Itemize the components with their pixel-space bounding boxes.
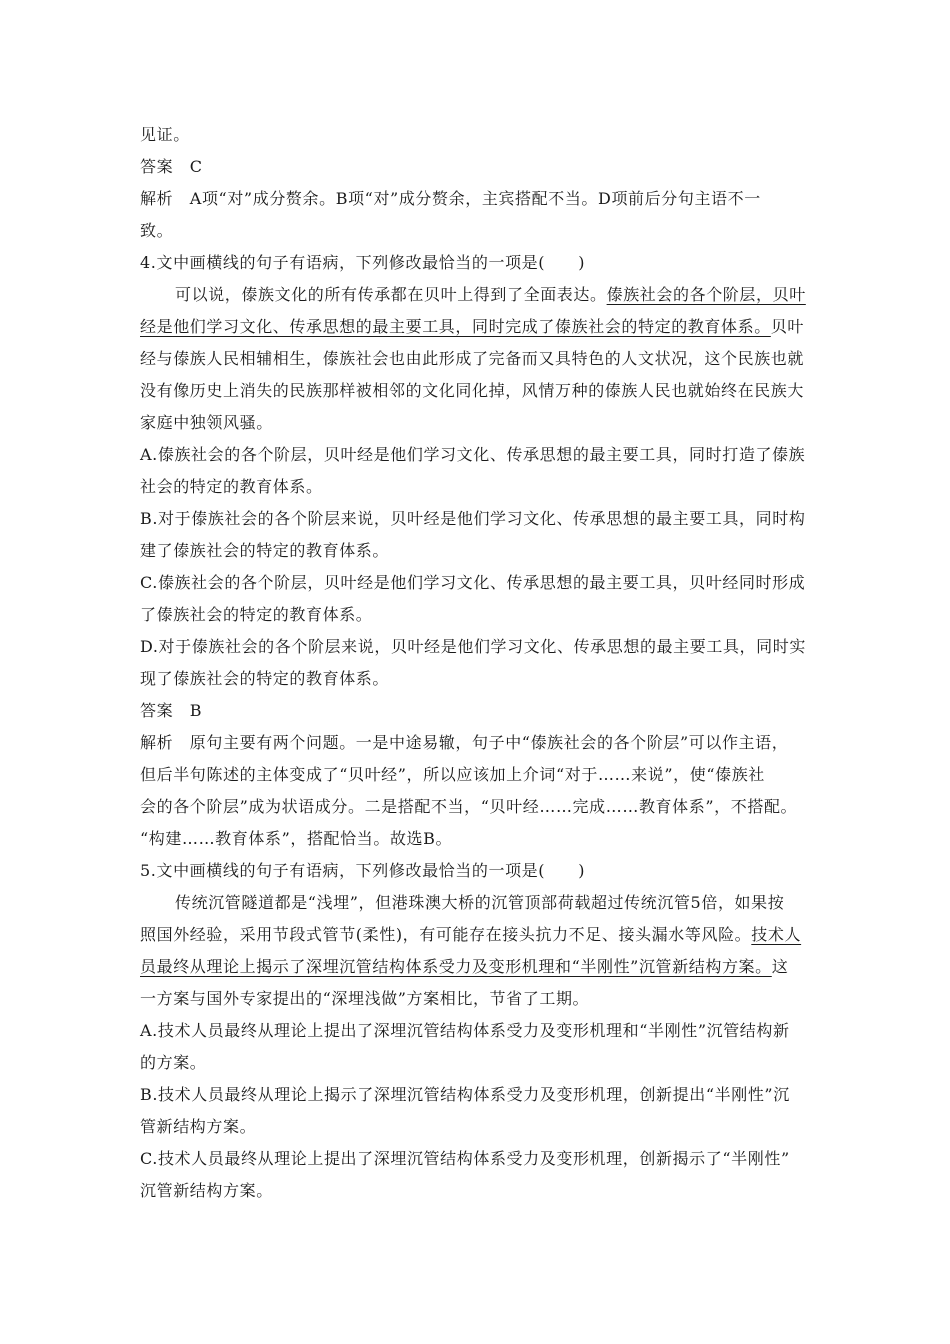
underlined-sentence: 傣族社会的各个阶层，贝叶 [606,285,806,304]
option-a-cont: 的方案。 [140,1053,207,1072]
passage-line: 可以说，傣族文化的所有传承都在贝叶上得到了全面表达。傣族社会的各个阶层，贝叶 [175,285,806,304]
analysis-line: 解析 原句主要有两个问题。一是中途易辙，句子中“傣族社会的各个阶层”可以作主语， [140,733,789,752]
passage-line: 经是他们学习文化、传承思想的最主要工具，同时完成了傣族社会的特定的教育体系。贝叶 [140,317,805,336]
option-c: C.傣族社会的各个阶层，贝叶经是他们学习文化、传承思想的最主要工具，贝叶经同时形成 [140,573,806,592]
answer-line: 答案 C [140,157,203,176]
passage-line: 家庭中独领风骚。 [140,413,273,432]
passage-line: 员最终从理论上揭示了深埋沉管结构体系受力及变形机理和“半刚性”沉管新结构方案。这 [140,957,789,976]
analysis-line: 但后半句陈述的主体变成了“贝叶经”，所以应该加上介词“对于……来说”，使“傣族社 [140,765,765,784]
option-d: D.对于傣族社会的各个阶层来说，贝叶经是他们学习文化、传承思想的最主要工具，同时实 [140,637,806,656]
option-d-cont: 现了傣族社会的特定的教育体系。 [140,669,390,688]
passage-line: 一方案与国外专家提出的“深埋浅做”方案相比，节省了工期。 [140,989,590,1008]
option-b-cont: 管新结构方案。 [140,1117,257,1136]
option-b: B.技术人员最终从理论上揭示了深埋沉管结构体系受力及变形机理，创新提出“半刚性”沉 [140,1085,790,1104]
question-4-title: 4.文中画横线的句子有语病，下列修改最恰当的一项是( ) [140,253,586,272]
underlined-sentence: 员最终从理论上揭示了深埋沉管结构体系受力及变形机理和“半刚性”沉管新结构方案。 [140,957,772,976]
option-a: A.技术人员最终从理论上提出了深埋沉管结构体系受力及变形机理和“半刚性”沉管结构新 [140,1021,790,1040]
passage-line: 没有像历史上消失的民族那样被相邻的文化同化掉，风情万种的傣族人民也就始终在民族大 [140,381,805,400]
text-line: 致。 [140,221,174,240]
underlined-sentence: 技术人 [751,925,802,944]
option-b: B.对于傣族社会的各个阶层来说，贝叶经是他们学习文化、传承思想的最主要工具，同时构 [140,509,806,528]
analysis-line: “构建……教育体系”，搭配恰当。故选B。 [140,829,453,848]
option-b-cont: 建了傣族社会的特定的教育体系。 [140,541,390,560]
option-c: C.技术人员最终从理论上提出了深埋沉管结构体系受力及变形机理，创新揭示了“半刚性” [140,1149,790,1168]
passage-line: 经与傣族人民相辅相生，傣族社会也由此形成了完备而又具特色的人文状况，这个民族也就 [140,349,805,368]
option-a-cont: 社会的特定的教育体系。 [140,477,323,496]
underlined-sentence: 经是他们学习文化、传承思想的最主要工具，同时完成了傣族社会的特定的教育体系。 [140,317,771,336]
passage-line: 照国外经验，采用节段式管节(柔性)，有可能存在接头抗力不足、接头漏水等风险。技术人 [140,925,802,944]
option-c-cont: 了傣族社会的特定的教育体系。 [140,605,373,624]
question-5-title: 5.文中画横线的句子有语病，下列修改最恰当的一项是( ) [140,861,586,880]
option-a: A.傣族社会的各个阶层，贝叶经是他们学习文化、传承思想的最主要工具，同时打造了傣族 [140,445,806,464]
option-c-cont: 沉管新结构方案。 [140,1181,273,1200]
analysis-line: 解析 A项“对”成分赘余。B项“对”成分赘余，主宾搭配不当。D项前后分句主语不一 [140,189,761,208]
text-line: 见证。 [140,125,190,144]
answer-line: 答案 B [140,701,203,720]
analysis-line: 会的各个阶层”成为状语成分。二是搭配不当，“贝叶经……完成……教育体系”，不搭配。 [140,797,798,816]
passage-line: 传统沉管隧道都是“浅埋”，但港珠澳大桥的沉管顶部荷载超过传统沉管5倍，如果按 [175,893,785,912]
